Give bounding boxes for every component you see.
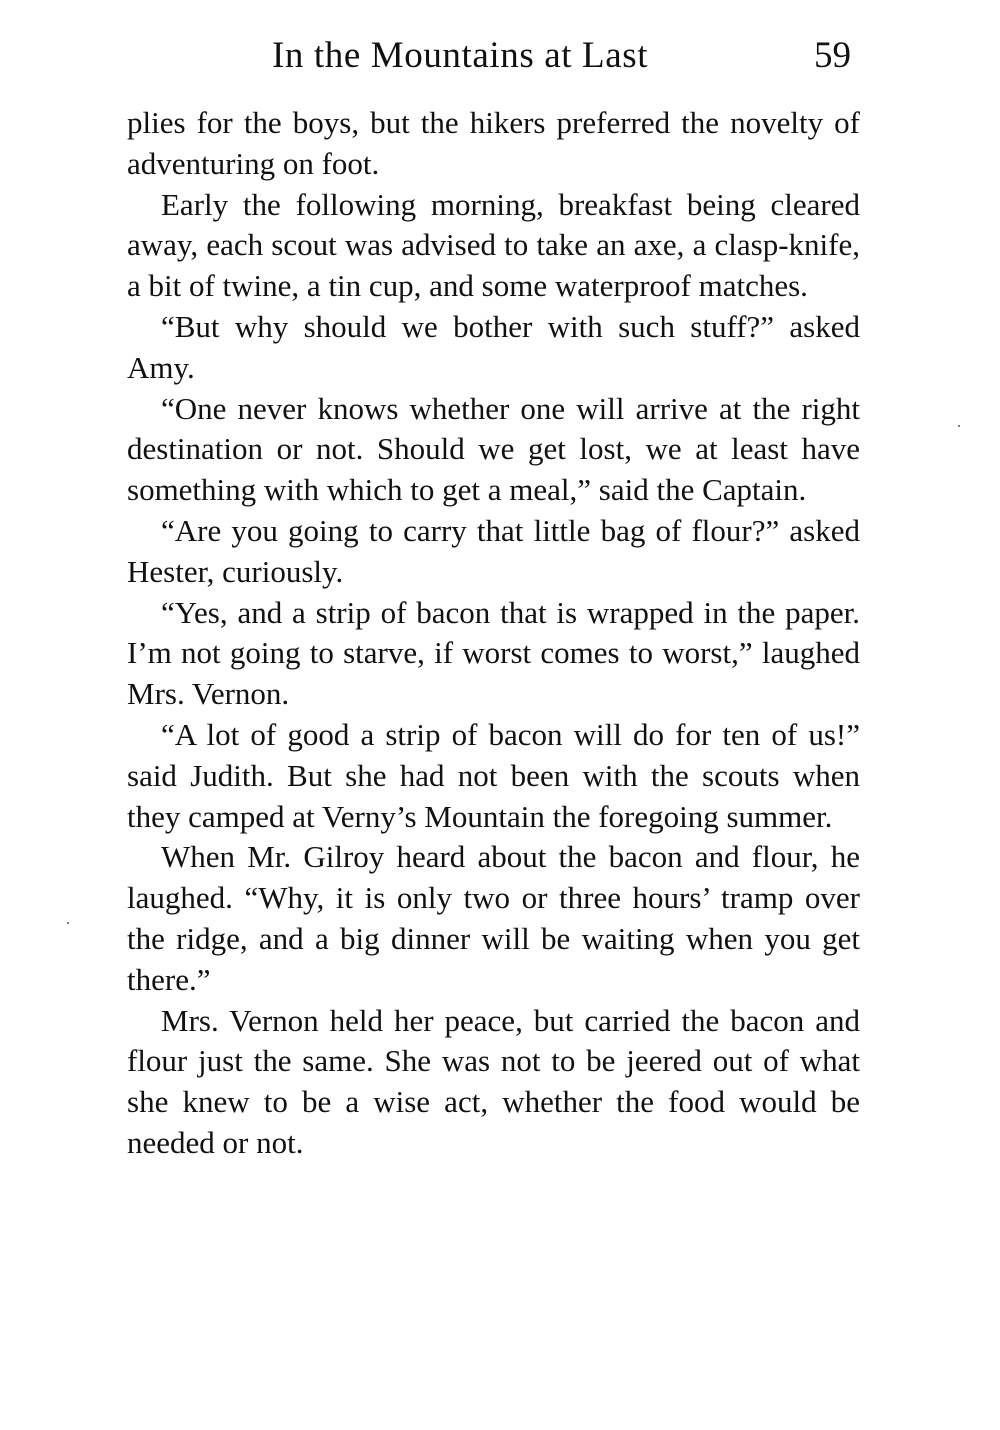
paragraph: “Are you going to carry that little bag of flour?” asked Hester, curiously. bbox=[127, 512, 860, 589]
paragraph: “But why should we bother with such stuff?” asked Amy. bbox=[127, 308, 860, 385]
paragraph: “One never knows whether one will arrive at the right destination or not. Should we get lost, we at least have something with which to get a meal,” said the Captain. bbox=[127, 390, 860, 508]
paragraph: “Yes, and a strip of bacon that is wrapped in the paper. I’m not going to starve, if worst comes to worst,” laughed Mrs. Vernon. bbox=[127, 594, 860, 712]
running-head bbox=[0, 30, 1000, 82]
paragraph: Mrs. Vernon held her peace, but carried the bacon and flour just the same. She was not to be jeered out of what she knew to be a wise act, whether the food would be needed or not. bbox=[127, 1002, 860, 1160]
running-title: In the Mountains at Last bbox=[272, 35, 649, 76]
scan-speck bbox=[67, 922, 69, 924]
scan-speck bbox=[958, 425, 960, 427]
page-number: 59 bbox=[814, 35, 851, 76]
paragraph: When Mr. Gilroy heard about the bacon and flour, he laughed. “Why, it is only two or three hours’ tramp over the ridge, and a big dinner will be waiting when you get there.” bbox=[127, 839, 860, 997]
paragraph-continued: plies for the boys, but the hikers preferred the novelty of adventuring on foot. bbox=[127, 105, 860, 181]
paragraph: “A lot of good a strip of bacon will do for ten of us!” said Judith. But she had not been with the scouts when they camped at Verny’s Mountain the foregoing summer. bbox=[127, 716, 860, 834]
paragraph: Early the following morning, breakfast being cleared away, each scout was advised to take an axe, a clasp-knife, a bit of twine, a tin cup, and some waterproof matches. bbox=[127, 186, 860, 304]
body-text bbox=[127, 103, 860, 1164]
